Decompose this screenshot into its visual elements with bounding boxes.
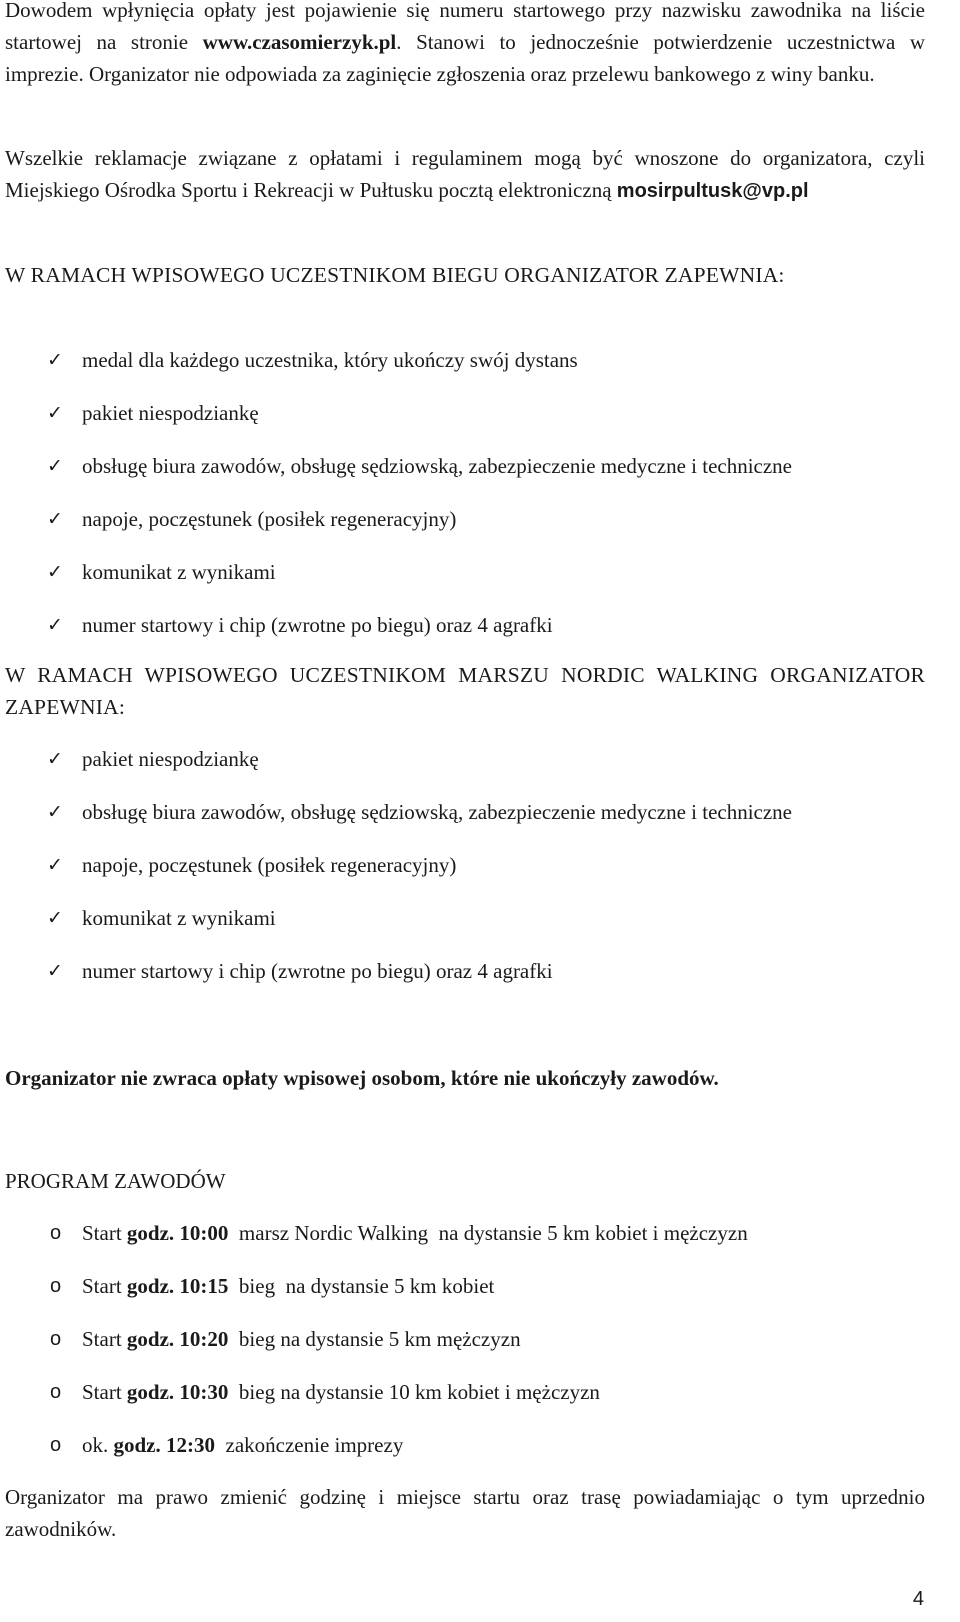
circle-bullet-icon: o xyxy=(50,1328,62,1350)
program-heading: PROGRAM ZAWODÓW xyxy=(5,1169,226,1193)
complaints-text: Wszelkie reklamacje związane z opłatami i regulaminem mogą być wnoszone do organizatora, czyli Miejskiego Ośrodka Sportu i Rekreacji w Pułtusku pocztą elektroniczną xyxy=(5,146,925,202)
list-item xyxy=(5,892,925,945)
list-item-text: napoje, poczęstunek (posiłek regeneracyjny) xyxy=(82,507,457,531)
list-item xyxy=(5,546,925,599)
schedule-time: godz. 10:30 xyxy=(126,1380,229,1404)
list-item-text: napoje, poczęstunek (posiłek regeneracyjny) xyxy=(82,853,457,877)
list-item xyxy=(5,334,925,387)
schedule-item xyxy=(5,1207,925,1260)
circle-bullet-icon: o xyxy=(50,1222,62,1244)
list-item-text: komunikat z wynikami xyxy=(82,560,276,584)
schedule-item xyxy=(5,1366,925,1419)
payment-paragraph xyxy=(5,0,925,90)
check-icon: ✓ xyxy=(47,801,63,823)
check-icon: ✓ xyxy=(47,561,63,583)
check-icon: ✓ xyxy=(47,748,63,770)
schedule-description: marsz Nordic Walking na dystansie 5 km kobiet i mężczyzn xyxy=(228,1221,748,1245)
list-item-text: medal dla każdego uczestnika, który ukończy swój dystans xyxy=(82,348,578,372)
run-section-heading: W RAMACH WPISOWEGO UCZESTNIKOM BIEGU ORGANIZATOR ZAPEWNIA: xyxy=(5,263,785,287)
list-item-text: obsługę biura zawodów, obsługę sędziowską, zabezpieczenie medyczne i techniczne xyxy=(82,454,793,478)
list-item xyxy=(5,786,925,839)
check-icon: ✓ xyxy=(47,960,63,982)
list-item xyxy=(5,599,925,652)
list-item-text: komunikat z wynikami xyxy=(82,906,276,930)
check-icon: ✓ xyxy=(47,854,63,876)
list-item-text: numer startowy i chip (zwrotne po biegu) oraz 4 agrafki xyxy=(82,959,553,983)
check-icon: ✓ xyxy=(47,614,63,636)
page-number: 4 xyxy=(912,1588,924,1610)
complaints-paragraph xyxy=(5,142,925,207)
circle-bullet-icon: o xyxy=(50,1275,62,1297)
schedule-prefix: Start xyxy=(82,1380,127,1404)
schedule-prefix: ok. xyxy=(82,1433,114,1457)
list-item-text: pakiet niespodziankę xyxy=(82,747,259,771)
email-link[interactable]: mosirpultusk@vp.pl xyxy=(616,180,809,202)
circle-bullet-icon: o xyxy=(50,1381,62,1403)
program-schedule-list xyxy=(5,1207,925,1472)
refund-note: Organizator nie zwraca opłaty wpisowej osobom, które nie ukończyły zawodów. xyxy=(5,1066,719,1090)
schedule-item xyxy=(5,1419,925,1472)
list-item xyxy=(5,440,925,493)
circle-bullet-icon: o xyxy=(50,1434,62,1456)
schedule-time: godz. 10:20 xyxy=(126,1327,229,1351)
final-note: Organizator ma prawo zmienić godzinę i miejsce startu oraz trasę powiadamiając o tym uprzednio zawodników. xyxy=(5,1485,925,1541)
schedule-time: godz. 12:30 xyxy=(113,1433,215,1457)
check-icon: ✓ xyxy=(47,508,63,530)
schedule-item xyxy=(5,1260,925,1313)
website-link[interactable]: www.czasomierzyk.pl xyxy=(202,30,397,54)
schedule-description: zakończenie imprezy xyxy=(215,1433,404,1457)
list-item xyxy=(5,733,925,786)
check-icon: ✓ xyxy=(47,455,63,477)
schedule-prefix: Start xyxy=(82,1274,127,1298)
payment-text-2: . Stanowi to jednocześnie potwierdzenie uczestnictwa w imprezie. Organizator nie odpowiada za zaginięcie zgłoszenia oraz przelewu bankowego z winy banku. xyxy=(5,30,926,86)
list-item xyxy=(5,945,925,998)
list-item-text: pakiet niespodziankę xyxy=(82,401,259,425)
nordic-benefits-list xyxy=(5,733,925,998)
schedule-time: godz. 10:00 xyxy=(126,1221,229,1245)
nordic-section-heading: W RAMACH WPISOWEGO UCZESTNIKOM MARSZU NORDIC WALKING ORGANIZATOR ZAPEWNIA: xyxy=(5,663,925,719)
list-item-text: numer startowy i chip (zwrotne po biegu) oraz 4 agrafki xyxy=(82,613,553,637)
schedule-description: bieg na dystansie 5 km mężczyzn xyxy=(228,1327,521,1351)
schedule-time: godz. 10:15 xyxy=(126,1274,229,1298)
schedule-prefix: Start xyxy=(82,1327,127,1351)
payment-text-1: Dowodem wpłynięcia opłaty jest pojawienie się numeru startowego przy nazwisku zawodnika na liście startowej na stronie xyxy=(5,0,925,54)
schedule-description: bieg na dystansie 10 km kobiet i mężczyzn xyxy=(228,1380,600,1404)
check-icon: ✓ xyxy=(47,349,63,371)
list-item xyxy=(5,387,925,440)
list-item-text: obsługę biura zawodów, obsługę sędziowską, zabezpieczenie medyczne i techniczne xyxy=(82,800,793,824)
schedule-item xyxy=(5,1313,925,1366)
schedule-description: bieg na dystansie 5 km kobiet xyxy=(228,1274,495,1298)
schedule-prefix: Start xyxy=(82,1221,127,1245)
check-icon: ✓ xyxy=(47,907,63,929)
check-icon: ✓ xyxy=(47,402,63,424)
list-item xyxy=(5,839,925,892)
list-item xyxy=(5,493,925,546)
run-benefits-list xyxy=(5,334,925,652)
